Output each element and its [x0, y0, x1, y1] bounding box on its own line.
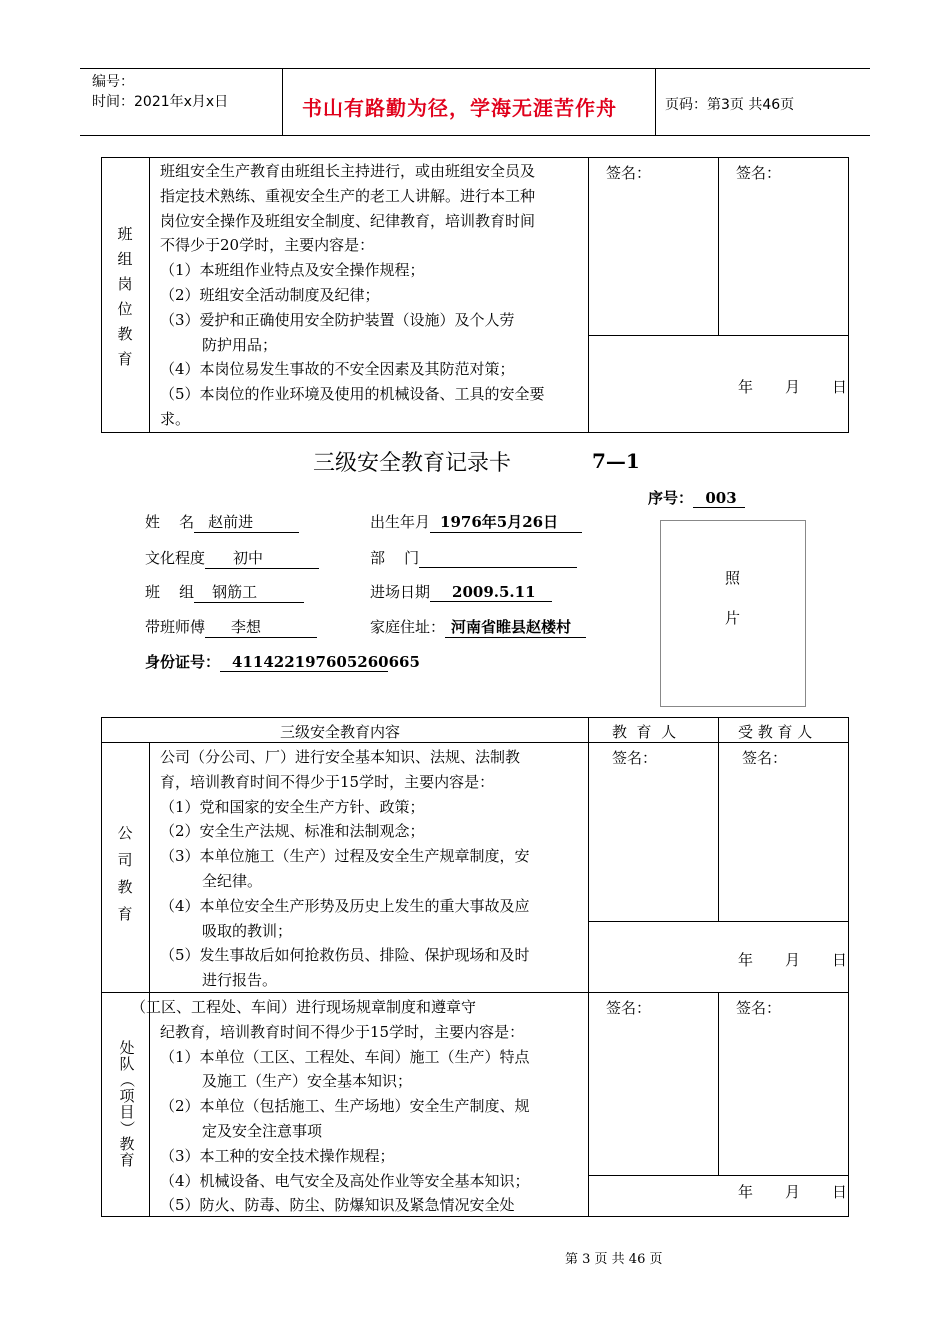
col-header-educatee: 受 教 育 人 — [738, 723, 813, 741]
team-field: 班 组 钢筋工 — [145, 581, 304, 603]
header-page-info: 页码：第3页 共46页 — [665, 97, 795, 113]
header-number-label: 编号： — [92, 74, 134, 90]
photo-label-1: 照 — [725, 569, 741, 587]
top-table-col1-line — [149, 157, 150, 433]
top-section-content: 班组安全生产教育由班组长主持进行，或由班组安全员及 指定技术熟练、重视安全生产的老工人讲解。进行本工种 岗位安全操作及班组安全制度、纪律教育，培训教育时间 不得少于20学时，主要内容是： （1）本班组作业特点及安全操作规程； （2）班组安全活动制度及纪律； （3）爱护和正确使用安全防护装置（设施）及个人劳 防护用品； （4）本岗位易发生事故的不安全因素及其防范对策； （5）本岗位的作业环境及使用的机械设备、工具的安全要 求。 — [160, 162, 545, 428]
company-section-content: 公司（分公司、厂）进行安全基本知识、法规、法制教 育，培训教育时间不得少于15学时，主要内容是： （1）党和国家的安全生产方针、政策； （2）安全生产法规、标准和法制观念； （3）本单位施工（生产）过程及安全生产规章制度，安 全纪律。 （4）本单位安全生产形势及历史上发生的重大事故及应 吸取的教训； （5）发生事故后如何抢救伤员、排险、保护现场和及时 进行报告。 — [160, 748, 530, 990]
header-divider-1 — [282, 68, 283, 136]
department-field: 部 门 — [370, 547, 577, 568]
address-field: 家庭住址： 河南省睢县赵楼村 — [370, 616, 586, 638]
birth-field: 出生年月 1976年5月26日 — [370, 511, 582, 533]
top-educatee-sign-label: 签名： — [736, 164, 782, 182]
col-header-educator: 教 育 人 — [612, 723, 677, 741]
company-educatee-sign-label: 签名： — [742, 749, 788, 767]
header-time: 时间：2021年x月x日 — [92, 94, 229, 110]
top-table-col3-line — [718, 157, 719, 336]
company-date: 年 月 日 — [738, 951, 848, 969]
header-top-rule — [80, 68, 870, 69]
header-divider-2 — [655, 68, 656, 136]
main-table-header-col3-line — [718, 717, 719, 742]
project-date: 年 月 日 — [738, 1183, 848, 1201]
project-col3-line — [718, 992, 719, 1176]
top-table-col2-line — [588, 157, 589, 433]
project-section-label: 处 队 （ 项 目 ） 教 育 — [118, 1039, 136, 1169]
serial-field: 序号： 003 — [648, 487, 745, 508]
entry-date-field: 进场日期 2009.5.11 — [370, 581, 552, 602]
top-date: 年 月 日 — [738, 378, 848, 396]
main-table-col2-line — [588, 717, 589, 1217]
photo-box — [660, 520, 806, 707]
top-section-label: 班 组 岗 位 教 育 — [117, 225, 133, 368]
col-header-content: 三级安全教育内容 — [280, 723, 401, 741]
company-col3-line — [718, 742, 719, 922]
name-field: 姓 名 赵前进 — [145, 511, 299, 533]
project-date-line — [588, 1175, 849, 1176]
id-field: 身份证号： 411422197605260665 — [145, 653, 420, 671]
project-educator-sign-label: 签名： — [606, 999, 652, 1017]
education-field: 文化程度 初中 — [145, 547, 319, 569]
mentor-field: 带班师傅 李想 — [145, 616, 317, 638]
card-number: 7—1 — [592, 449, 640, 473]
main-table-header-line — [101, 742, 849, 743]
card-title: 三级安全教育记录卡 — [313, 451, 512, 476]
top-educator-sign-label: 签名： — [606, 164, 652, 182]
company-date-line — [588, 921, 849, 922]
footer-page-number: 第 3 页 共 46 页 — [565, 1252, 663, 1267]
project-section-content: （工区、工程处、车间）进行现场规章制度和遵章守 纪教育，培训教育时间不得少于15学时，主要内容是： （1）本单位（工区、工程处、车间）施工（生产）特点 及施工（生产）安全基本知识； （2）本单位（包括施工、生产场地）安全生产制度、规 定及安全注意事项 （3）本工种的安全技术操作规程； （4）机械设备、电气安全及高处作业等安全基本知识； （5）防火、防毒、防尘、防爆知识及紧急情况安全处 — [131, 998, 530, 1215]
photo-label-2: 片 — [725, 609, 741, 627]
header-bottom-rule — [80, 135, 870, 136]
company-section-label: 公 司 教 育 — [117, 824, 133, 923]
project-educatee-sign-label: 签名： — [736, 999, 782, 1017]
company-educator-sign-label: 签名： — [612, 749, 658, 767]
top-table-date-line — [588, 335, 849, 336]
header-motto: 书山有路勤为径，学海无涯苦作舟 — [302, 96, 617, 120]
